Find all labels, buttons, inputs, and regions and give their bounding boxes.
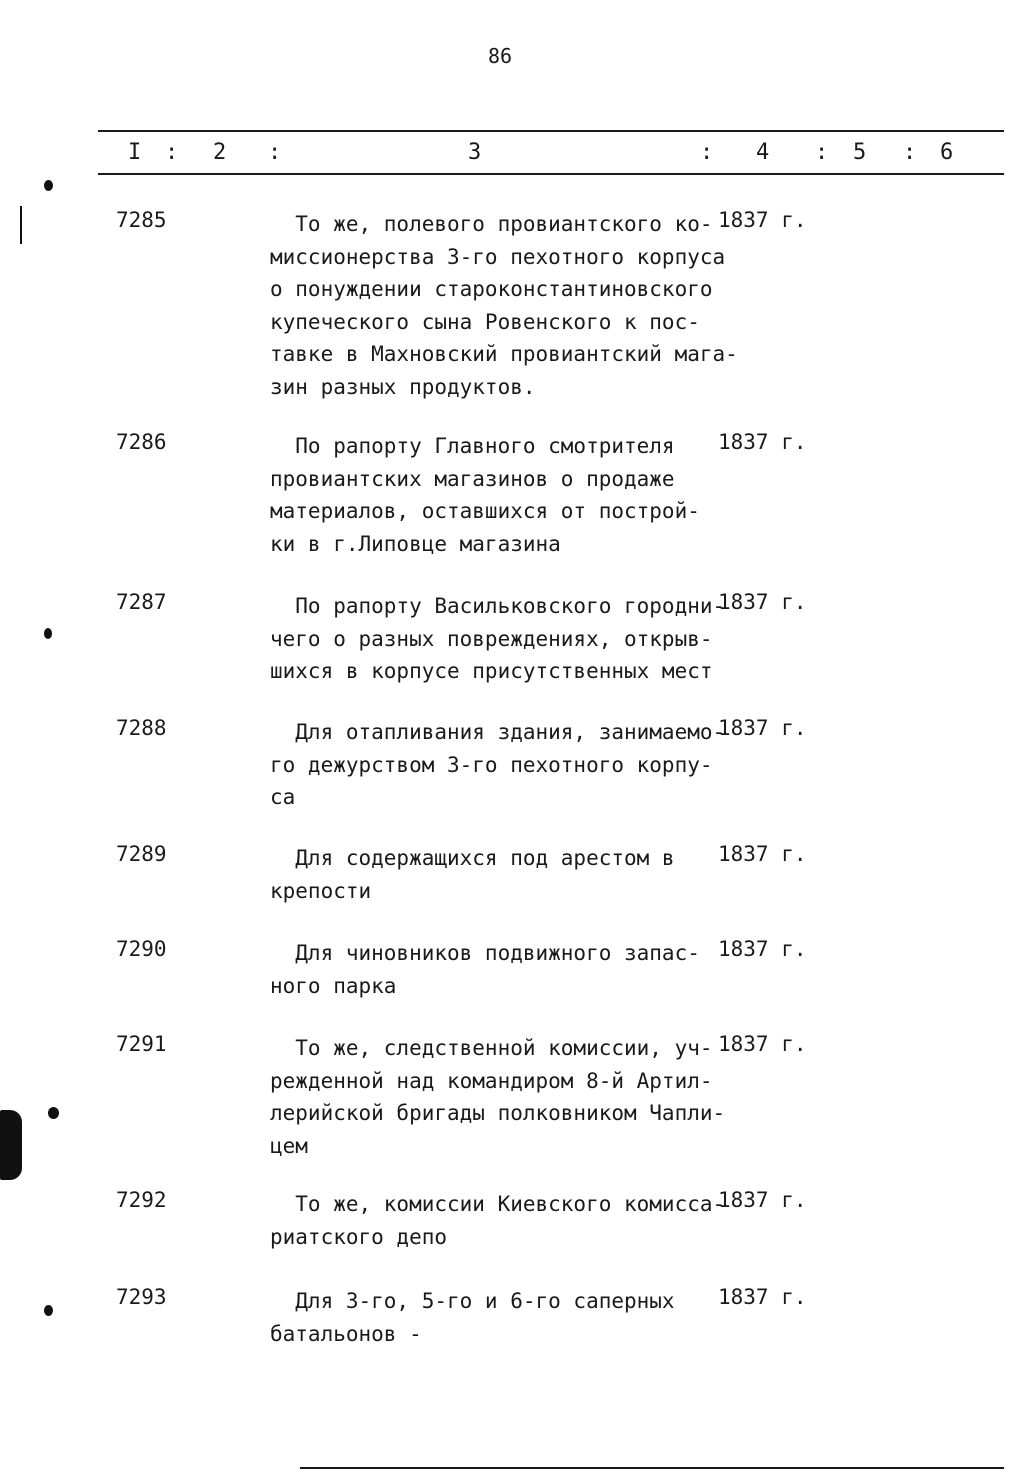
entry-description-line: риатского депо — [270, 1224, 448, 1249]
table-top-rule — [98, 130, 1004, 132]
entry-year: 1837 г. — [718, 590, 807, 614]
column-header-1: I — [128, 140, 142, 165]
entry-description-line: материалов, оставшихся от построй- — [270, 499, 700, 523]
entry-number: 7285 — [116, 208, 167, 232]
entry-description-line: Для чиновников подвижного запас- — [270, 941, 700, 965]
entry-description-line: По рапорту Главного смотрителя — [270, 434, 675, 458]
entry-number: 7290 — [116, 937, 167, 961]
entry-description — [270, 716, 740, 814]
entry-description-line: режденной над командиром 8-й Артил- — [270, 1068, 713, 1093]
entry-description-line: То же, следственной комиссии, уч- — [270, 1036, 713, 1060]
column-separator: : — [268, 140, 282, 165]
entry-description — [270, 842, 740, 907]
entry-description-line: лерийской бригады полковником Чапли- — [270, 1101, 726, 1125]
column-header-4: 4 — [756, 140, 770, 165]
entry-number: 7286 — [116, 430, 167, 454]
binding-edge-mark — [0, 1110, 22, 1180]
column-header-6: 6 — [940, 140, 954, 165]
entry-description-line: миссионерства 3-го пехотного корпуса — [270, 244, 726, 269]
column-separator: : — [165, 140, 179, 165]
entry-description-line: Для содержащихся под арестом в — [270, 846, 675, 870]
entry-description-line: крепости — [270, 878, 372, 903]
table-header-rule — [98, 173, 1004, 175]
entry-year: 1837 г. — [718, 1285, 807, 1309]
entry-year: 1837 г. — [718, 1032, 807, 1056]
column-header-row — [0, 140, 1024, 170]
page-number: 86 — [487, 44, 513, 68]
entry-description-line: са — [270, 785, 296, 809]
entry-description-line: По рапорту Васильковского городни- — [270, 594, 726, 618]
column-header-2: 2 — [213, 140, 227, 165]
entry-description-line: ного парка — [270, 973, 397, 998]
entry-description-line: цем — [270, 1133, 308, 1158]
entry-number: 7293 — [116, 1285, 167, 1309]
entry-description-line: провиантских магазинов о продаже — [270, 466, 675, 491]
column-separator: : — [815, 140, 829, 165]
entry-description-line: Для отапливания здания, занимаемо- — [270, 720, 726, 744]
punch-hole-mark — [44, 628, 52, 639]
entry-description-line: То же, комиссии Киевского комисса- — [270, 1192, 726, 1216]
entry-description — [270, 1285, 740, 1350]
entry-description — [270, 1032, 740, 1162]
entry-description-line: тавке в Махновский провиантский мага- — [270, 342, 738, 366]
entry-number: 7292 — [116, 1188, 167, 1212]
entry-description-line: шихся в корпусе присутственных мест — [270, 659, 713, 683]
entry-description — [270, 937, 740, 1002]
entry-description-line: го дежурством 3-го пехотного корпу- — [270, 752, 713, 777]
entry-description — [270, 430, 740, 560]
entry-number: 7289 — [116, 842, 167, 866]
entry-number: 7287 — [116, 590, 167, 614]
entry-description-line: батальонов - — [270, 1321, 422, 1346]
entry-description-line: купеческого сына Ровенского к пос- — [270, 309, 700, 334]
punch-hole-mark — [44, 180, 53, 191]
entry-year: 1837 г. — [718, 430, 807, 454]
entry-description-line: Для 3-го, 5-го и 6-го саперных — [270, 1289, 675, 1313]
entry-description-line: зин разных продуктов. — [270, 374, 536, 399]
column-separator: : — [700, 140, 714, 165]
entry-number: 7288 — [116, 716, 167, 740]
entry-year: 1837 г. — [718, 716, 807, 740]
entry-year: 1837 г. — [718, 208, 807, 232]
entry-description — [270, 1188, 740, 1253]
entry-year: 1837 г. — [718, 1188, 807, 1212]
margin-stroke — [20, 206, 22, 244]
entry-year: 1837 г. — [718, 842, 807, 866]
punch-hole-mark — [44, 1305, 53, 1316]
entry-description — [270, 208, 740, 403]
entry-description-line: чего о разных повреждениях, открыв- — [270, 626, 713, 651]
entry-description-line: То же, полевого провиантского ко- — [270, 212, 713, 236]
column-header-3: 3 — [468, 140, 482, 165]
column-header-5: 5 — [853, 140, 867, 165]
entry-number: 7291 — [116, 1032, 167, 1056]
punch-hole-mark — [48, 1107, 59, 1119]
column-separator: : — [903, 140, 917, 165]
bottom-rule — [300, 1467, 1004, 1469]
entry-description-line: ки в г.Липовце магазина — [270, 531, 561, 556]
entry-description-line: о понуждении староконстантиновского — [270, 277, 713, 301]
entry-description — [270, 590, 740, 688]
entry-year: 1837 г. — [718, 937, 807, 961]
